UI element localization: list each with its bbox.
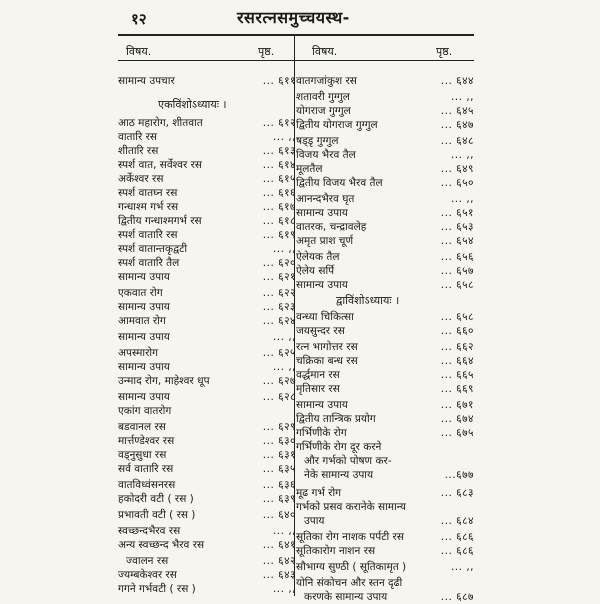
entry-page: ... ,, <box>450 91 474 103</box>
index-entry <box>296 576 474 590</box>
entry-page: ... ६५३ <box>440 221 474 233</box>
entry-label: सूतिका रोग नाशक पर्पटी रस <box>296 531 404 543</box>
entry-label: सौभाग्य सुण्ठी ( सूतिकामृत ) <box>296 561 407 573</box>
index-entry <box>118 508 296 522</box>
column-head-rule <box>118 60 474 61</box>
index-entry <box>118 538 296 552</box>
entry-label: सामान्य उपाय <box>118 301 170 313</box>
index-entry <box>296 310 474 324</box>
index-entry <box>296 426 474 440</box>
entry-label: द्वाविंशोऽध्यायः । <box>336 294 400 307</box>
entry-label: उपाय <box>304 515 325 527</box>
entry-label: आनन्दभैरव घृत <box>296 193 355 205</box>
index-entry <box>296 134 474 148</box>
index-entry <box>118 172 296 186</box>
entry-label: नेके सामान्य उपाय <box>304 469 374 481</box>
entry-page: ... ६४८ <box>440 135 474 147</box>
entry-page: ... ६१९ <box>262 229 296 241</box>
entry-label: सामान्य उपाय <box>118 331 170 343</box>
entry-label: सर्व वातारि रस <box>118 463 174 475</box>
left-subject-heading: विषय. <box>126 45 152 58</box>
entry-page: ... ६२२ <box>262 287 296 299</box>
index-entry <box>296 206 474 220</box>
entry-page: ... ६२८ <box>262 391 296 403</box>
index-entry <box>296 354 474 368</box>
entry-label: योगराज गुग्गुल <box>296 105 351 117</box>
index-entry <box>296 412 474 426</box>
entry-label: सामान्य उपाय <box>118 361 170 373</box>
entry-page: ... ६५८ <box>440 311 474 323</box>
entry-page: ... ६६४ <box>440 355 474 367</box>
entry-page: ... ६६० <box>440 325 474 337</box>
entry-label: सामान्य उपाय <box>296 207 348 219</box>
index-entry <box>296 368 474 382</box>
entry-page: ... ६१८ <box>262 215 296 227</box>
index-entry <box>118 568 296 582</box>
entry-label: स्पर्श वातारि रस <box>118 229 178 241</box>
index-entry <box>118 374 296 388</box>
entry-page: ... ,, <box>272 243 296 255</box>
index-entry <box>296 590 474 604</box>
entry-label: शीतारि रस <box>118 145 159 157</box>
index-entry <box>296 264 474 278</box>
entry-label: मूढ गर्भ रोग <box>296 487 342 499</box>
entry-page: ... ६४९ <box>440 163 474 175</box>
index-entry <box>118 214 296 228</box>
entry-page: ... ६३० <box>262 435 296 447</box>
entry-label: चक्रिका बन्ध रस <box>296 355 358 367</box>
entry-label: आमवात रोग <box>118 315 166 327</box>
entry-label: सामान्य उपाय <box>296 279 348 291</box>
entry-label: योनि संकोचन और स्तन दृढी <box>296 577 403 589</box>
entry-label: द्वितीय तान्त्रिक प्रयोग <box>296 413 376 425</box>
index-entry <box>118 360 296 374</box>
entry-label: और गर्भको पोषण कर- <box>304 455 392 467</box>
entry-page: ... ,, <box>450 149 474 161</box>
index-entry <box>118 270 296 284</box>
index-entry <box>118 158 296 172</box>
entry-page: ... ६१४ <box>262 159 296 171</box>
chapter-heading <box>296 294 474 308</box>
index-entry <box>296 324 474 338</box>
index-entry <box>118 74 296 88</box>
entry-label: गर्भिणीके रोग <box>296 427 347 439</box>
entry-label: अर्केश्वर रस <box>118 173 164 185</box>
right-page-heading: पृष्ठ. <box>436 45 453 58</box>
index-entry <box>296 340 474 354</box>
index-entry <box>118 390 296 404</box>
entry-page: ... ६७४ <box>440 413 474 425</box>
entry-label: स्पर्श वातारि तैल <box>118 257 180 269</box>
index-entry <box>296 234 474 248</box>
entry-label: मृतिसार रस <box>296 383 340 395</box>
index-entry <box>118 300 296 314</box>
entry-page: ... ६६२ <box>440 341 474 353</box>
entry-page: ... ६१६ <box>262 187 296 199</box>
entry-label: सामान्य उपाय <box>118 271 170 283</box>
entry-page: ... ६४० <box>262 509 296 521</box>
index-entry <box>296 220 474 234</box>
entry-page: ... ६३५ <box>262 463 296 475</box>
entry-page: ... ६८३ <box>440 487 474 499</box>
entry-page: ... ६४४ <box>440 75 474 87</box>
index-entry <box>296 514 474 528</box>
entry-label: मार्त्तण्डेश्वर रस <box>118 435 175 447</box>
entry-page: ... ६३१ <box>262 449 296 461</box>
entry-label: अन्य स्वच्छन्द भैरव रस <box>118 539 205 551</box>
entry-label: ज्वालन रस <box>126 555 169 567</box>
index-entry <box>118 582 296 596</box>
entry-label: अपस्मारोग <box>118 347 158 359</box>
entry-page: ... ,, <box>272 131 296 143</box>
entry-page: ... ६१२ <box>262 117 296 129</box>
entry-label: वातारि रस <box>118 131 158 143</box>
entry-page: ... ६३६ <box>262 479 296 491</box>
index-entry <box>118 286 296 300</box>
entry-label: द्वितीय गन्धाश्मगर्भ रस <box>118 215 202 227</box>
entry-page: ... ६८६ <box>440 545 474 557</box>
chapter-heading <box>118 98 296 112</box>
entry-page: ... ,, <box>272 361 296 373</box>
index-entry <box>118 314 296 328</box>
index-entry <box>296 162 474 176</box>
entry-page: ... ६८४ <box>440 515 474 527</box>
index-entry <box>296 74 474 88</box>
entry-page: ... ६२१ <box>262 271 296 283</box>
entry-label: ऐलेयक तैल <box>296 251 340 263</box>
entry-page: ... ६५७ <box>440 265 474 277</box>
entry-label: वातगजांकुश रस <box>296 75 357 87</box>
entry-page: ...६७७ <box>444 469 474 481</box>
index-entry <box>118 420 296 434</box>
entry-label: हकोदरी वटी ( रस ) <box>118 493 194 505</box>
entry-label: द्वितीय विजय भैरव तैल <box>296 177 383 189</box>
header-rule <box>118 34 474 36</box>
index-entry <box>296 530 474 544</box>
index-entry <box>118 200 296 214</box>
index-entry <box>296 104 474 118</box>
index-entry <box>118 554 296 568</box>
index-entry <box>118 448 296 462</box>
entry-page: ... ६४२ <box>262 555 296 567</box>
entry-label: वन्ध्या चिकित्सा <box>296 311 354 323</box>
entry-page: ... ६५४ <box>440 235 474 247</box>
entry-page: ... ६६५ <box>440 369 474 381</box>
entry-label: विजय भैरव तैल <box>296 149 356 161</box>
index-entry <box>118 242 296 256</box>
left-column <box>118 68 296 598</box>
entry-label: ज्यम्बकेश्वर रस <box>118 569 177 581</box>
entry-label: स्वच्छन्दभैरव रस <box>118 525 181 537</box>
index-entry <box>296 118 474 132</box>
right-column <box>296 68 474 603</box>
entry-page: ... ६५८ <box>440 279 474 291</box>
entry-label: रत्न भागोत्तर रस <box>296 341 358 353</box>
entry-page: ... ,, <box>272 525 296 537</box>
entry-label: गगने गर्भवटी ( रस ) <box>118 583 196 595</box>
entry-label: षड्डृ गुग्गुल <box>296 135 339 147</box>
entry-page: ... ६१५ <box>262 173 296 185</box>
entry-page: ... ६७५ <box>440 427 474 439</box>
entry-page: ... ६३९ <box>262 493 296 505</box>
index-entry <box>118 144 296 158</box>
index-entry <box>118 228 296 242</box>
entry-label: ऐलेय सर्पि <box>296 265 335 277</box>
entry-label: सामान्य उपाय <box>296 399 348 411</box>
entry-label: वर्द्धमान रस <box>296 369 340 381</box>
entry-page: ... ६२० <box>262 257 296 269</box>
index-entry <box>118 116 296 130</box>
entry-label: सामान्य उपचार <box>118 75 175 87</box>
entry-page: ... ६१७ <box>262 201 296 213</box>
index-entry <box>296 440 474 454</box>
entry-label: एकविंशोऽध्यायः । <box>158 98 227 111</box>
entry-label: शतावरी गुग्गुल <box>296 91 350 103</box>
index-entry <box>296 90 474 104</box>
index-entry <box>118 330 296 344</box>
index-entry <box>296 560 474 574</box>
entry-label: एकांग वातरोग <box>118 405 172 417</box>
entry-page: ... ६५० <box>440 177 474 189</box>
index-entry <box>296 278 474 292</box>
index-entry <box>118 130 296 144</box>
index-entry <box>118 346 296 360</box>
left-page-heading: पृष्ठ. <box>258 45 275 58</box>
entry-page: ... ६८६ <box>440 531 474 543</box>
entry-label: जयसुन्दर रस <box>296 325 345 337</box>
entry-label: वातविध्वंसनरस <box>118 479 176 491</box>
index-entry <box>296 468 474 482</box>
entry-page: ... ,, <box>450 193 474 205</box>
entry-label: सामान्य उपाय <box>118 391 170 403</box>
index-entry <box>296 382 474 396</box>
index-entry <box>118 404 296 418</box>
entry-page: ... ,, <box>272 583 296 595</box>
entry-label: वातरक, चन्द्रावलेह <box>296 221 367 233</box>
page-number: १२ <box>131 10 147 28</box>
entry-page: ... ६२४ <box>262 315 296 327</box>
entry-page: ... ६८७ <box>440 591 474 603</box>
entry-label: आठ महारोग, शीतवात <box>118 117 203 129</box>
entry-label: करणके सामान्य उपाय <box>304 591 388 603</box>
index-entry <box>296 192 474 206</box>
entry-label: मूलतैल <box>296 163 323 175</box>
entry-label: सूतिकारोग नाशन रस <box>296 545 376 557</box>
index-entry <box>118 478 296 492</box>
entry-page: ... ६१३ <box>262 145 296 157</box>
entry-page: ... ६४५ <box>440 105 474 117</box>
index-entry <box>296 454 474 468</box>
index-entry <box>118 186 296 200</box>
entry-label: स्पर्श वात, सर्वेश्वर रस <box>118 159 203 171</box>
entry-label: अमृत प्राश चूर्ण <box>296 235 354 247</box>
entry-page: ... ६४१ <box>262 539 296 551</box>
entry-label: गर्भको प्रसव करानेके सामान्य <box>296 501 406 513</box>
index-entry <box>296 176 474 190</box>
entry-label: उन्माद रोग, माहेश्वर धूप <box>118 375 210 387</box>
entry-label: गर्भिणीके रोग दूर करने <box>296 441 382 453</box>
entry-page: ... ६११ <box>262 75 296 87</box>
entry-label: स्पर्श वातान्तकृद्वटी <box>118 243 188 255</box>
right-subject-heading: विषय. <box>312 45 338 58</box>
index-entry <box>118 462 296 476</box>
index-entry <box>296 544 474 558</box>
entry-page: ... ६५१ <box>440 207 474 219</box>
entry-label: स्पर्श वातघ्न रस <box>118 187 178 199</box>
index-entry <box>296 250 474 264</box>
entry-page: ... ६६९ <box>440 383 474 395</box>
entry-page: ... ,, <box>450 561 474 573</box>
index-entry <box>296 500 474 514</box>
entry-page: ... ६४७ <box>440 119 474 131</box>
entry-label: बडवानल रस <box>118 421 166 433</box>
index-entry <box>118 492 296 506</box>
index-entry <box>118 434 296 448</box>
entry-label: प्रभावती वटी ( रस ) <box>118 509 196 521</box>
entry-label: वड्नुसुधा रस <box>118 449 167 461</box>
entry-page: ... ६२९ <box>262 421 296 433</box>
entry-page: ... ६४३ <box>262 569 296 581</box>
entry-page: ... ,, <box>272 331 296 343</box>
entry-page: ... ६७१ <box>440 399 474 411</box>
index-entry <box>296 398 474 412</box>
index-entry <box>296 486 474 500</box>
entry-label: द्वितीय योगराज गुग्गुल <box>296 119 378 131</box>
index-entry <box>118 256 296 270</box>
entry-label: एकवात रोग <box>118 287 163 299</box>
running-title: रसरत्नसमुच्चयस्थ- <box>237 8 350 27</box>
entry-label: गन्धाश्म गर्भ रस <box>118 201 179 213</box>
entry-page: ... ६२५ <box>262 347 296 359</box>
entry-page: ... ६५६ <box>440 251 474 263</box>
index-entry <box>118 524 296 538</box>
entry-page: ... ६२७ <box>262 375 296 387</box>
entry-page: ... ६२३ <box>262 301 296 313</box>
index-entry <box>296 148 474 162</box>
